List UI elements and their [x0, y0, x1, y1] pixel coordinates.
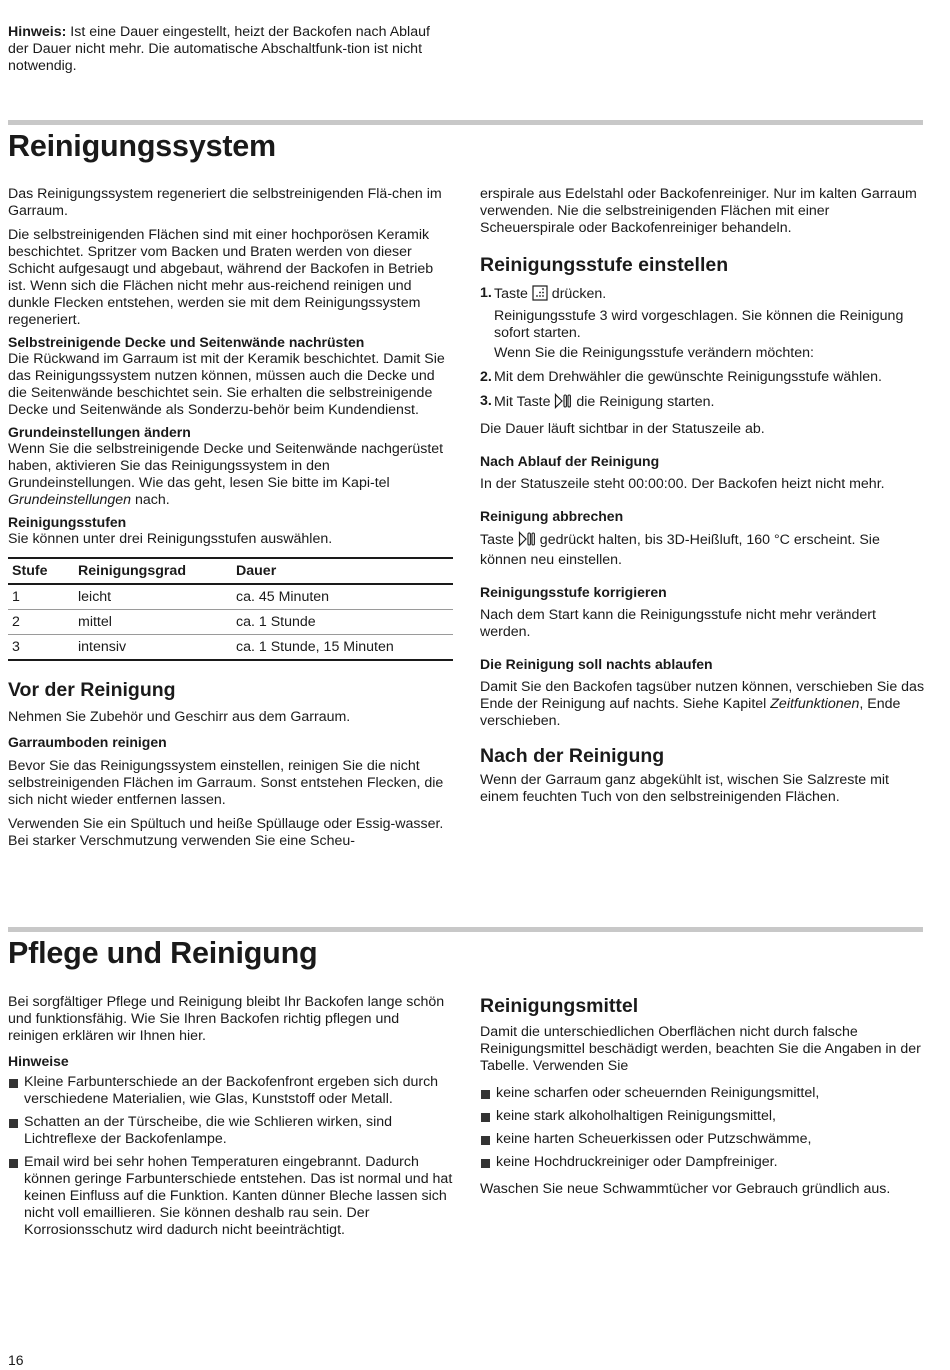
list-item: Email wird bei sehr hohen Temperaturen eingebrannt. Dadurch können geringe Farbunterschiede entstehen. Das ist normal und hat keinen Einfluss auf die Funktion. Kanten dünner Bleche lassen sich nicht voll emaillieren. Sie können deshalb rau sein. Der Korrosionsschutz wird dadurch nicht beeinträchtigt. — [8, 1154, 453, 1239]
paragraph: Bei sorgfältiger Pflege und Reinigung bleibt Ihr Backofen lange schön und funktionsfähig. Wie Sie Ihren Backofen richtig pflegen und reinigen erklären wir Ihnen hier. — [8, 994, 445, 1044]
list-item: keine harten Scheuerkissen oder Putzschwämme, — [480, 1131, 925, 1148]
paragraph: Bevor Sie das Reinigungssystem einstellen, reinigen Sie die nicht selbstreinigenden Flächen im Garraum. Sonst entstehen Flecken, die sich nicht wieder entfernen lassen. — [8, 758, 444, 808]
paragraph: Waschen Sie neue Schwammtücher vor Gebrauch gründlich aus. — [480, 1181, 891, 1197]
paragraph: Wenn der Garraum ganz abgekühlt ist, wischen Sie Salzreste mit einem feuchten Tuch von den selbstreinigenden Flächen. — [480, 772, 889, 805]
note-block — [8, 24, 448, 75]
chapter-reference: Zeitfunktionen — [770, 696, 860, 712]
paragraph: Verwenden Sie ein Spültuch und heiße Spüllauge oder Essig-wasser. Bei starker Verschmutzung verwenden Sie eine Scheu- — [8, 816, 444, 849]
subheading-hinweise: Hinweise — [8, 1053, 69, 1069]
subheading-korrigieren: Reinigungsstufe korrigieren — [480, 584, 667, 600]
subheading-nachts: Die Reinigung soll nachts ablaufen — [480, 656, 713, 672]
paragraph: Die Rückwand im Garraum ist mit der Keramik beschichtet. Damit Sie das Reinigungssystem nutzen können, müssen auch die Decke und die Seitenwände beschichtet sein. Sie erhalten die selbstreinigende Decke und Seitenwände als Sonderzu-behör beim Kundendienst. — [8, 351, 445, 418]
paragraph: Wenn Sie die selbstreinigende Decke und Seitenwände nachgerüstet haben, aktivieren Sie das Reinigungssystem in den Grundeinstellungen. Wie das geht, lesen Sie bitte im Kapi-tel Grundeinstellungen nach. — [8, 441, 444, 508]
bullet-list — [480, 1085, 925, 1171]
start-stop-key-icon — [554, 393, 572, 414]
table-cell: leicht — [74, 584, 232, 610]
start-stop-key-icon — [518, 531, 536, 552]
paragraph: Taste gedrückt halten, bis 3D-Heißluft, 160 °C erscheint. Sie können neu einstellen. — [480, 532, 880, 568]
subheading-abbrechen: Reinigung abbrechen — [480, 508, 624, 524]
page-number: 16 — [8, 1352, 24, 1368]
paragraph: Nehmen Sie Zubehör und Geschirr aus dem Garraum. — [8, 709, 351, 725]
note-label: Hinweis: — [8, 24, 67, 40]
section1-right-column — [480, 186, 925, 806]
step-text: Taste drücken. — [494, 285, 606, 306]
table-row — [8, 610, 453, 635]
table-header: Stufe — [8, 558, 74, 584]
paragraph: erspirale aus Edelstahl oder Backofenreiniger. Nur im kalten Garraum verwenden. Nie die selbstreinigenden Flächen mit einer Scheuerspirale oder Backofenreiniger behandeln. — [480, 186, 917, 236]
bullet-square-icon — [481, 1113, 490, 1122]
paragraph: Sie können unter drei Reinigungsstufen auswählen. — [8, 531, 333, 547]
table-row — [8, 635, 453, 661]
step-item — [480, 369, 925, 386]
section-divider — [8, 120, 923, 125]
bullet-list — [8, 1074, 453, 1239]
list-item: keine scharfen oder scheuernden Reinigungsmittel, — [480, 1085, 925, 1102]
subheading-nachruesten: Selbstreinigende Decke und Seitenwände nachrüsten — [8, 334, 365, 350]
note-text: Ist eine Dauer eingestellt, heizt der Backofen nach Ablauf der Dauer nicht mehr. Die automatische Abschaltfunk-tion ist nicht notwendig. — [8, 24, 430, 74]
bullet-square-icon — [9, 1159, 18, 1168]
heading-nach-der-reinigung: Nach der Reinigung — [480, 745, 665, 767]
table-cell: ca. 1 Stunde, 15 Minuten — [232, 635, 453, 661]
heading-vor-der-reinigung: Vor der Reinigung — [8, 679, 176, 701]
step-number: 1. — [480, 285, 492, 301]
section2-left-column — [8, 994, 453, 1245]
subheading-garraumboden: Garraumboden reinigen — [8, 734, 167, 750]
table-cell: ca. 45 Minuten — [232, 584, 453, 610]
step-note: Wenn Sie die Reinigungsstufe verändern möchten: — [494, 345, 814, 361]
step-note: Reinigungsstufe 3 wird vorgeschlagen. Sie können die Reinigung sofort starten. — [494, 308, 904, 341]
cleaning-level-key-icon — [532, 285, 548, 306]
bullet-square-icon — [481, 1090, 490, 1099]
table-header: Reinigungsgrad — [74, 558, 232, 584]
section2-right-column — [480, 994, 925, 1198]
bullet-square-icon — [9, 1119, 18, 1128]
list-item: Kleine Farbunterschiede an der Backofenfront ergeben sich durch verschiedene Materialien, wie Glas, Kunststoff oder Metall. — [8, 1074, 453, 1108]
paragraph: Das Reinigungssystem regeneriert die selbstreinigenden Flä-chen im Garraum. — [8, 186, 442, 219]
table-cell: ca. 1 Stunde — [232, 610, 453, 635]
step-text: Mit dem Drehwähler die gewünschte Reinigungsstufe wählen. — [494, 369, 883, 385]
subheading-reinigungsstufen: Reinigungsstufen — [8, 514, 127, 530]
bullet-square-icon — [481, 1159, 490, 1168]
paragraph: Nach dem Start kann die Reinigungsstufe nicht mehr verändert werden. — [480, 607, 876, 640]
table-cell: 1 — [8, 584, 74, 610]
list-item: keine Hochdruckreiniger oder Dampfreiniger. — [480, 1154, 925, 1171]
step-list — [480, 285, 925, 414]
bullet-square-icon — [481, 1136, 490, 1145]
table-cell: 3 — [8, 635, 74, 661]
subheading-nach-ablauf: Nach Ablauf der Reinigung — [480, 453, 660, 469]
step-item — [480, 393, 925, 414]
section1-left-column — [8, 186, 453, 850]
cleaning-levels-table — [8, 557, 453, 661]
section-title-pflege: Pflege und Reinigung — [8, 936, 318, 970]
step-item — [480, 285, 925, 306]
table-cell: 2 — [8, 610, 74, 635]
paragraph: Die Dauer läuft sichtbar in der Statuszeile ab. — [480, 421, 765, 437]
table-header-row — [8, 558, 453, 584]
paragraph: Damit Sie den Backofen tagsüber nutzen können, verschieben Sie das Ende der Reinigung auf nachts. Siehe Kapitel Zeitfunktionen, Ende verschieben. — [480, 679, 925, 729]
table-header: Dauer — [232, 558, 453, 584]
paragraph: In der Statuszeile steht 00:00:00. Der Backofen heizt nicht mehr. — [480, 476, 885, 492]
list-item: Schatten an der Türscheibe, die wie Schlieren wirken, sind Lichtreflexe der Backofenlampe. — [8, 1114, 453, 1148]
section-divider — [8, 927, 923, 932]
paragraph: Die selbstreinigenden Flächen sind mit einer hochporösen Keramik beschichtet. Spritzer vom Backen und Braten werden von dieser Schicht aufgesaugt und abgebaut, während der Backofen in Betrieb ist. Wenn sich die Flächen nicht mehr aus-reichend reinigen und dunkle Flecken entstehen, werden sie mit dem Reinigungssystem regeneriert. — [8, 227, 434, 328]
subheading-grundeinstellungen: Grundeinstellungen ändern — [8, 424, 191, 440]
chapter-reference: Grundeinstellungen — [8, 492, 132, 508]
step-number: 3. — [480, 393, 492, 409]
paragraph: Damit die unterschiedlichen Oberflächen nicht durch falsche Reinigungsmittel beschädigt werden, beachten Sie die Angaben in der Tabelle. Verwenden Sie — [480, 1024, 921, 1074]
table-cell: intensiv — [74, 635, 232, 661]
heading-reinigungsstufe-einstellen: Reinigungsstufe einstellen — [480, 254, 729, 276]
bullet-square-icon — [9, 1079, 18, 1088]
table-row — [8, 584, 453, 610]
heading-reinigungsmittel: Reinigungsmittel — [480, 995, 639, 1017]
table-cell: mittel — [74, 610, 232, 635]
step-text: Mit Taste die Reinigung starten. — [494, 393, 714, 414]
section-title-reinigungssystem: Reinigungssystem — [8, 129, 276, 163]
step-number: 2. — [480, 369, 492, 385]
list-item: keine stark alkoholhaltigen Reinigungsmittel, — [480, 1108, 925, 1125]
